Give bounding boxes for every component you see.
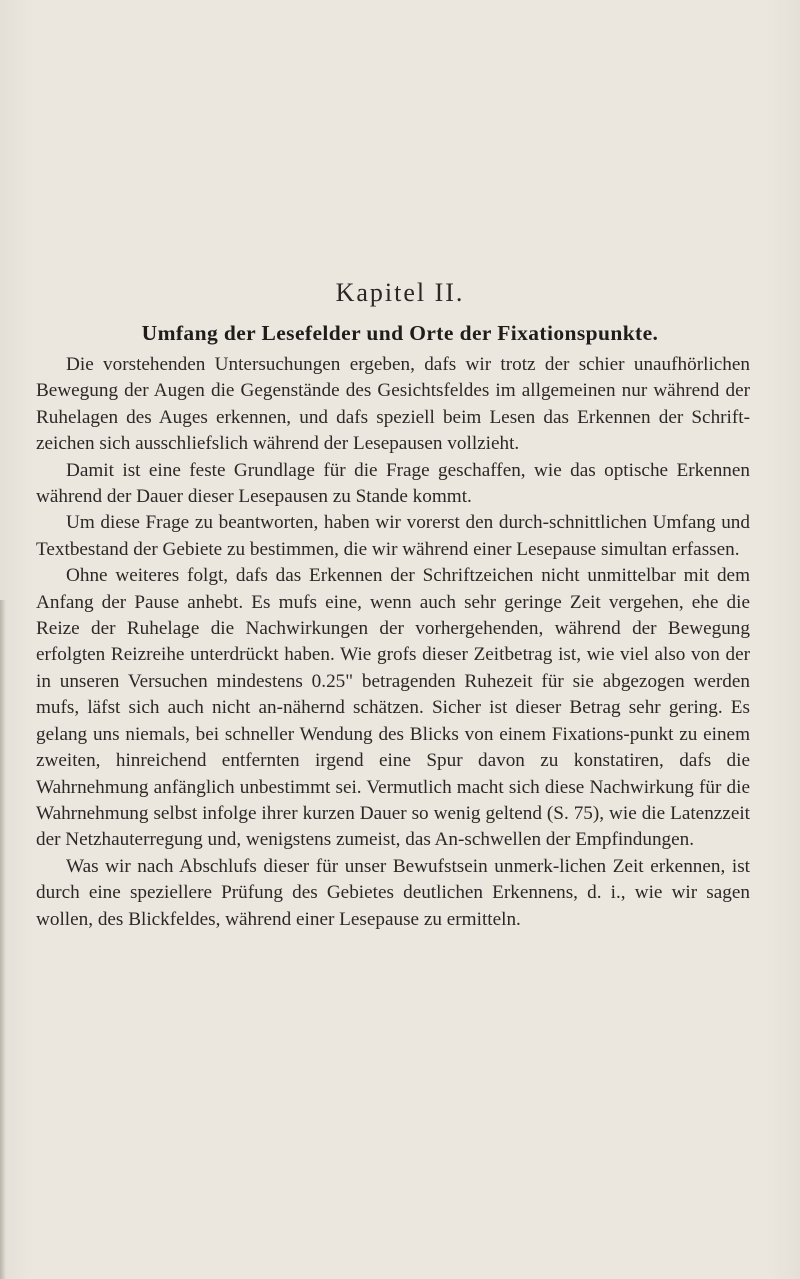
chapter-label: Kapitel II. — [335, 278, 465, 307]
paragraph: Die vorstehenden Untersuchungen ergeben, dafs wir trotz der schier unaufhörlichen Bewegung der Augen die Gegenstände des Gesichtsfeldes im allgemeinen nur während der Ruhelagen des Auges erkennen, und dafs speziell beim Lesen das Erkennen der Schrift-zeichen sich ausschliefslich während der Lesepausen vollzieht. — [36, 354, 750, 455]
paragraph: Ohne weiteres folgt, dafs das Erkennen der Schriftzeichen nicht unmittelbar mit dem Anfang der Pause anhebt. Es mufs eine, wenn auch sehr geringe Zeit vergehen, ehe die Reize der Ruhelage die Nachwirkungen der vorhergehenden, während der Bewegung erfolgten Reizreihe unterdrückt haben. Wie grofs dieser Zeitbetrag ist, wie viel also von der in unseren Versuchen mindestens 0.25" betragenden Ruhezeit für sie abgezogen werden mufs, läfst sich auch nicht an-nähernd schätzen. Sicher ist dieser Betrag sehr gering. Es gelang uns niemals, bei schneller Wendung des Blicks von einem Fixations-punkt zu einem zweiten, hinreichend entfernten irgend eine Spur davon zu konstatiren, dafs die Wahrnehmung anfänglich unbestimmt sei. Vermutlich macht sich diese Nachwirkung für die Wahrnehmung selbst infolge ihrer kurzen Dauer so wenig geltend (S. 75), wie die Latenzzeit der Netzhauterregung und, wenigstens zumeist, das An-schwellen der Empfindungen. — [36, 565, 750, 851]
body-text — [36, 352, 750, 933]
paragraph: Um diese Frage zu beantworten, haben wir vorerst den durch-schnittlichen Umfang und Textbestand der Gebiete zu bestimmen, die wir während einer Lesepause simultan erfassen. — [36, 512, 750, 560]
paragraph: Damit ist eine feste Grundlage für die Frage geschaffen, wie das optische Erkennen während der Dauer dieser Lesepausen zu Stande kommt. — [36, 459, 750, 508]
page-edge-shadow — [0, 600, 6, 1279]
section-heading: Umfang der Lesefelder und Orte der Fixationspunkte. — [141, 321, 659, 345]
paragraph: Was wir nach Abschlufs dieser für unser Bewufstsein unmerk-lichen Zeit erkennen, ist durch eine speziellere Prüfung des Gebietes deutlichen Erkennens, d. i., wie wir sagen wollen, des Blickfeldes, während einer Lesepause zu ermitteln. — [36, 855, 750, 930]
